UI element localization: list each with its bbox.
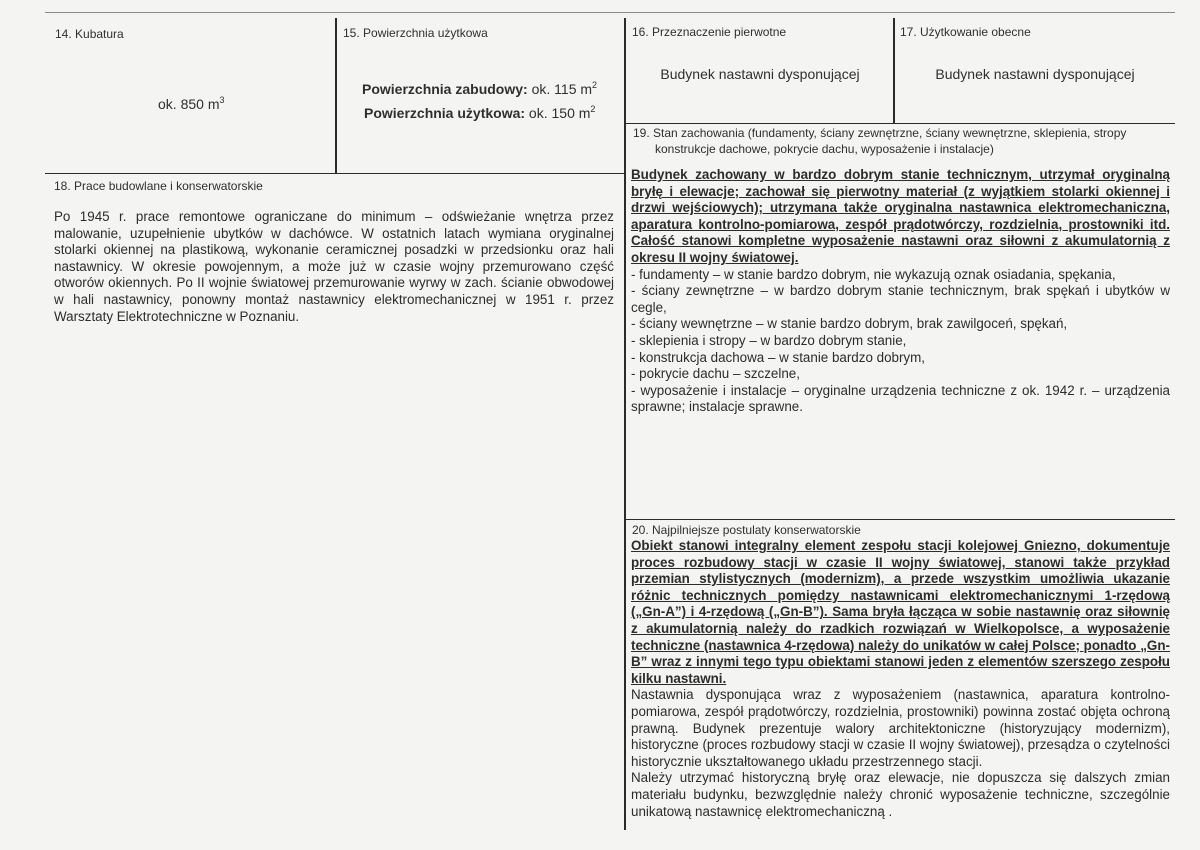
divider-16-17 xyxy=(893,18,895,123)
cell-16-value: Budynek nastawni dysponującej xyxy=(660,66,860,82)
divider-14-15 xyxy=(335,18,337,173)
condition-item: - sklepienia i stropy – w bardzo dobrym stanie, xyxy=(631,332,907,348)
cell-19-label: 19. Stan zachowania (fundamenty, ściany zewnętrzne, ściany wewnętrzne, sklepienia, stropy xyxy=(633,126,1127,140)
cell-18-label: 18. Prace budowlane i konserwatorskie xyxy=(54,179,263,193)
usable-area-label: Powierzchnia użytkowa: xyxy=(364,105,526,121)
volume-unit-sup: 3 xyxy=(219,95,225,105)
cell-20-content xyxy=(631,538,1170,820)
condition-item: - pokrycie dachu – szczelne, xyxy=(631,366,800,382)
usable-area-line xyxy=(364,105,595,121)
built-area-label: Powierzchnia zabudowy: xyxy=(362,81,528,97)
condition-list xyxy=(631,267,1170,416)
built-area-sup: 2 xyxy=(592,80,598,90)
cell-15-label: 15. Powierzchnia użytkowa xyxy=(343,26,488,40)
cell-16-label: 16. Przeznaczenie pierwotne xyxy=(632,25,787,39)
condition-item: - konstrukcja dachowa – w stanie bardzo dobrym, xyxy=(631,349,925,365)
conservation-requirements: Należy utrzymać historyczną bryłę oraz elewacje, nie dopuszcza się dalszych zmian materiału budynku, bezwzględnie należy chronić wyposażenie techniczne, szczególnie unikatową nastawnicę elektromechaniczną . xyxy=(631,770,1170,819)
condition-item: - ściany zewnętrzne – w bardzo dobrym stanie technicznym, brak spękań i ubytków w cegle, xyxy=(631,283,1170,315)
condition-item: - fundamenty – w stanie bardzo dobrym, nie wykazują oznak osiadania, spękania, xyxy=(631,266,1116,282)
condition-summary: Budynek zachowany w bardzo dobrym stanie technicznym, utrzymał oryginalną bryłę i elewacje; zachował się pierwotny materiał (z wyjątkiem stolarki okiennej i drzwi wejściowych); utrzymana także oryginalna nastawnica elektromechaniczna, aparatura kontrolno-pomiarowa, zespół prądotwórczy, rozdzielnia, prostowniki itd. Całość stanowi kompletne wyposażenie nastawni oraz siłowni z akumulatornią z okresu II wojny światowej. xyxy=(631,167,1170,265)
divider-row1-left xyxy=(45,173,625,174)
cell-17-value: Budynek nastawni dysponującej xyxy=(935,66,1135,82)
cell-17-label: 17. Użytkowanie obecne xyxy=(900,25,1031,39)
cell-19-label-cont: konstrukcje dachowe, pokrycie dachu, wyposażenie i instalacje) xyxy=(655,142,994,156)
usable-area-value: ok. 150 m xyxy=(525,105,591,121)
condition-item: - wyposażenie i instalacje – oryginalne urządzenia techniczne z ok. 1942 r. – urządzenia sprawne; instalacje sprawne. xyxy=(631,382,1170,415)
divider-19-20 xyxy=(625,519,1175,520)
built-area-line xyxy=(362,81,597,97)
cell-20-label: 20. Najpilniejsze postulaty konserwatorskie xyxy=(632,523,861,537)
cell-19-content xyxy=(631,167,1170,416)
conservation-significance: Obiekt stanowi integralny element zespołu stacji kolejowej Gniezno, dokumentuje proces rozbudowy stacji w czasie II wojny światowej, stanowi także przykład przemian stylistycznych (modernizm), a przede wszystkim umożliwia ukazanie różnic technicznych pomiędzy nastawnicami elektromechanicznymi 1-rzędową („Gn-A”) i 4-rzędową („Gn-B”). Sama bryła łącząca w sobie nastawnię oraz siłownię z akumulatornią należy do rzadkich rozwiązań w Wielkopolsce, a wyposażenie techniczne (nastawnica 4-rzędowa) należy do unikatów w całej Polsce; ponadto „Gn-B” wraz z innymi tego typu obiektami stanowi jeden z elementów szerszego zespołu kilku nastawni. xyxy=(631,538,1170,686)
volume-value: ok. 850 m xyxy=(158,96,220,112)
cell-18-text: Po 1945 r. prace remontowe ograniczane do minimum – odświeżanie wnętrza przez malowanie, uzupełnienie ubytków w dachówce. W ostatnich latach wymiana oryginalnej stolarki okiennej na plastikową, wykonanie ceramicznej posadzki w przedsionku oraz hali nastawnicy. W okresie powojennym, a może już w czasie wojny przemurowano część otworów okiennych. Po II wojnie światowej przemurowanie wyrwy w zach. ścianie obwodowej w hali nastawnicy, ponowny montaż nastawnicy elektromechanicznej w 1951 r. przez Warsztaty Elektrotechniczne w Poznaniu. xyxy=(54,209,614,324)
built-area-value: ok. 115 m xyxy=(527,81,593,97)
condition-item: - ściany wewnętrzne – w stanie bardzo dobrym, brak zawilgoceń, spękań, xyxy=(631,316,1068,332)
top-border xyxy=(45,12,1175,13)
divider-center xyxy=(624,18,626,830)
cell-14-value xyxy=(158,96,225,112)
usable-area-sup: 2 xyxy=(590,104,596,114)
conservation-recommendation: Nastawnia dysponująca wraz z wyposażeniem (nastawnica, aparatura kontrolno-pomiarowa, zespół prądotwórczy, rozdzielnia, prostowniki) powinna zostać objęta ochroną prawną. Budynek prezentuje walory architektoniczne (historyzujący modernizm), historyczne (proces rozbudowy stacji w czasie II wojny światowej), przesądza o czytelności historycznie ukształtowanego układu przestrzennego stacji. xyxy=(631,687,1170,769)
divider-row1-right xyxy=(625,123,1175,124)
cell-14-label: 14. Kubatura xyxy=(55,27,124,41)
